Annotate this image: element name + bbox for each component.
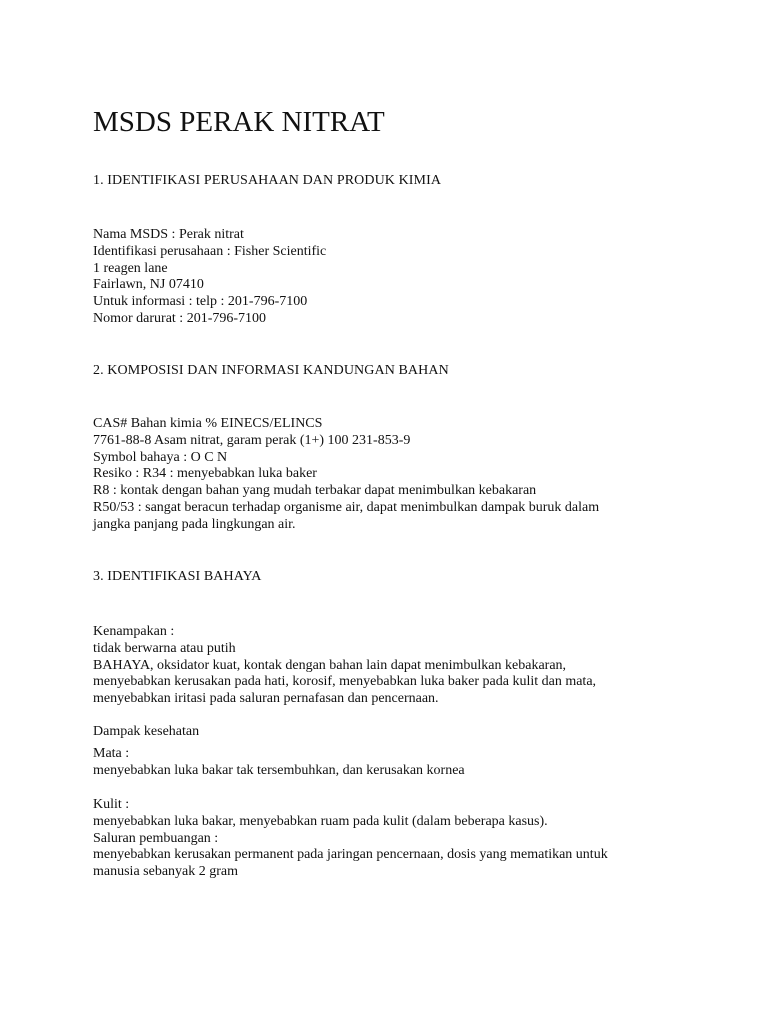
section-3-heading: 3. IDENTIFIKASI BAHAYA bbox=[93, 569, 262, 584]
eye-label: Mata : bbox=[93, 746, 130, 761]
digestive-effect-line-2: manusia sebanyak 2 gram bbox=[93, 864, 239, 880]
appearance-value: tidak berwarna atau putih bbox=[93, 640, 236, 656]
section-1-heading: 1. IDENTIFIKASI PERUSAHAAN DAN PRODUK KIMIA bbox=[93, 173, 442, 188]
danger-line-3: menyebabkan iritasi pada saluran pernafasan dan pencernaan. bbox=[93, 691, 439, 707]
danger-line-1: BAHAYA, oksidator kuat, kontak dengan bahan lain dapat menimbulkan kebakaran, bbox=[93, 657, 567, 673]
appearance-label: Kenampakan : bbox=[93, 624, 175, 639]
digestive-effect-line-1: menyebabkan kerusakan permanent pada jaringan pencernaan, dosis yang mematikan untuk bbox=[93, 847, 608, 863]
risk-r50-53-line: R50/53 : sangat beracun terhadap organisme air, dapat menimbulkan dampak buruk dalam bbox=[93, 499, 600, 515]
company-line: Identifikasi perusahaan : Fisher Scientific bbox=[93, 243, 327, 259]
composition-header-line: CAS# Bahan kimia % EINECS/ELINCS bbox=[93, 416, 323, 431]
eye-effect-text: menyebabkan luka bakar tak tersembuhkan, dan kerusakan kornea bbox=[93, 762, 465, 778]
danger-line-2: menyebabkan kerusakan pada hati, korosif, menyebabkan luka baker pada kulit dan mata, bbox=[93, 674, 597, 690]
health-effects-label: Dampak kesehatan bbox=[93, 724, 200, 739]
composition-row-line: 7761-88-8 Asam nitrat, garam perak (1+) 100 231-853-9 bbox=[93, 432, 411, 448]
health-effects-heading bbox=[93, 724, 693, 741]
info-phone-line: Untuk informasi : telp : 201-796-7100 bbox=[93, 294, 308, 310]
section-2-body bbox=[93, 416, 693, 534]
appearance-block bbox=[93, 624, 693, 708]
risk-r34-line: Resiko : R34 : menyebabkan luka baker bbox=[93, 466, 317, 482]
emergency-phone-line: Nomor darurat : 201-796-7100 bbox=[93, 310, 267, 326]
product-name-line: Nama MSDS : Perak nitrat bbox=[93, 227, 244, 242]
eye-effects-block bbox=[93, 746, 693, 780]
section-2-heading: 2. KOMPOSISI DAN INFORMASI KANDUNGAN BAHAN bbox=[93, 363, 449, 378]
document-title: MSDS PERAK NITRAT bbox=[93, 106, 385, 138]
skin-effect-text: menyebabkan luka bakar, menyebabkan ruam pada kulit (dalam beberapa kasus). bbox=[93, 813, 548, 829]
digestive-label: Saluran pembuangan : bbox=[93, 830, 219, 846]
section-1-body bbox=[93, 227, 693, 328]
address-street-line: 1 reagen lane bbox=[93, 260, 168, 276]
hazard-symbol-line: Symbol bahaya : O C N bbox=[93, 449, 228, 465]
risk-r50-53-continuation-line: jangka panjang pada lingkungan air. bbox=[93, 516, 296, 532]
skin-label: Kulit : bbox=[93, 797, 130, 812]
skin-effects-block bbox=[93, 797, 693, 881]
address-city-line: Fairlawn, NJ 07410 bbox=[93, 277, 204, 293]
risk-r8-line: R8 : kontak dengan bahan yang mudah terbakar dapat menimbulkan kebakaran bbox=[93, 483, 537, 499]
